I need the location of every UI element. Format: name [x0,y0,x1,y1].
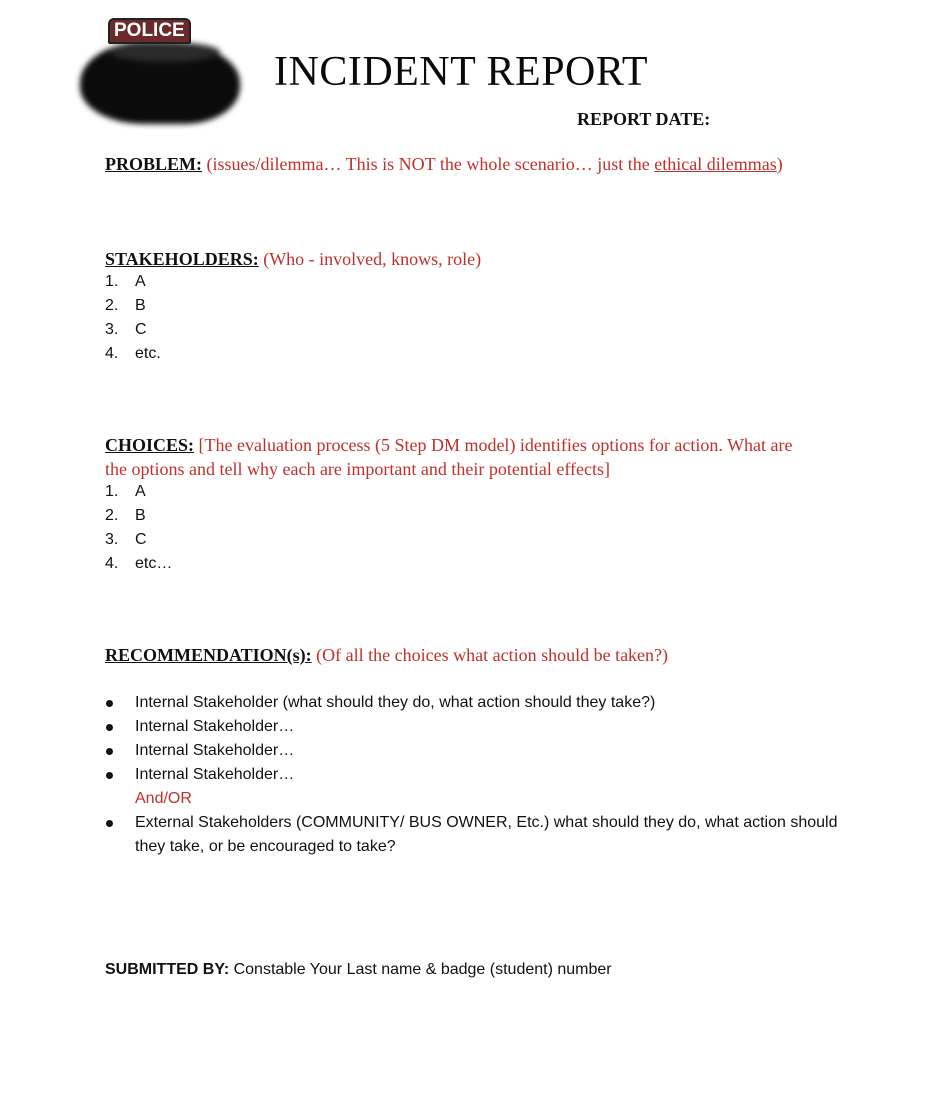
recommendations-list [105,691,885,859]
recommendations-heading-line [105,645,668,666]
bullet-icon [106,772,113,779]
stakeholders-list [105,270,161,366]
submitted-by-label: SUBMITTED BY: [105,961,230,978]
list-item: 1. A [105,273,146,290]
choices-heading: CHOICES: [105,435,195,455]
problem-note: (issues/dilemma… This is NOT the whole scenario… just the [202,154,655,174]
choices-note-line2: the options and tell why each are important and their potential effects] [105,459,610,479]
recommendations-heading: RECOMMENDATION(s): [105,645,312,665]
list-item: 2. B [105,297,146,314]
police-badge-tab [108,18,191,44]
submitted-by-line [105,959,612,981]
and-or-text: And/OR [135,790,192,807]
list-item: 4. etc. [105,345,161,362]
list-item: Internal Stakeholder… [105,739,885,763]
bullet-icon [106,748,113,755]
problem-section [105,154,783,175]
stakeholders-heading: STAKEHOLDERS: [105,249,259,269]
list-item: 3. C [105,531,147,548]
list-item: 2. B [105,507,146,524]
bullet-icon [106,700,113,707]
stakeholders-heading-line [105,249,481,270]
choices-heading-line [105,435,793,456]
report-date-label: REPORT DATE: [577,109,711,129]
submitted-by-value: Constable Your Last name & badge (student) number [229,961,612,978]
choices-note-line1: [The evaluation process (5 Step DM model) identifies options for action. What are [194,435,793,455]
bullet-icon [106,820,113,827]
problem-heading: PROBLEM: [105,154,202,174]
list-item: Internal Stakeholder… [105,763,885,787]
list-item: External Stakeholders (COMMUNITY/ BUS OWNER, Etc.) what should they do, what action should they take, or be encouraged to take? [105,811,855,859]
choices-list [105,480,172,576]
bullet-icon [106,724,113,731]
police-logo-text: POLICE [114,20,185,41]
stakeholders-note: (Who - involved, knows, role) [258,249,482,269]
list-item: 3. C [105,321,147,338]
page-title: INCIDENT REPORT [274,49,649,95]
list-item: 1. A [105,483,146,500]
recommendations-note: (Of all the choices what action should be taken?) [311,645,669,665]
problem-note-link: ethical dilemmas [654,154,777,174]
police-badge-logo [80,14,240,124]
list-item: 4. etc… [105,555,173,572]
redacted-badge-shape [80,42,240,124]
list-item: Internal Stakeholder (what should they do, what action should they take?) [105,691,885,715]
list-item: Internal Stakeholder… [105,715,885,739]
problem-note-end: ) [776,154,783,174]
